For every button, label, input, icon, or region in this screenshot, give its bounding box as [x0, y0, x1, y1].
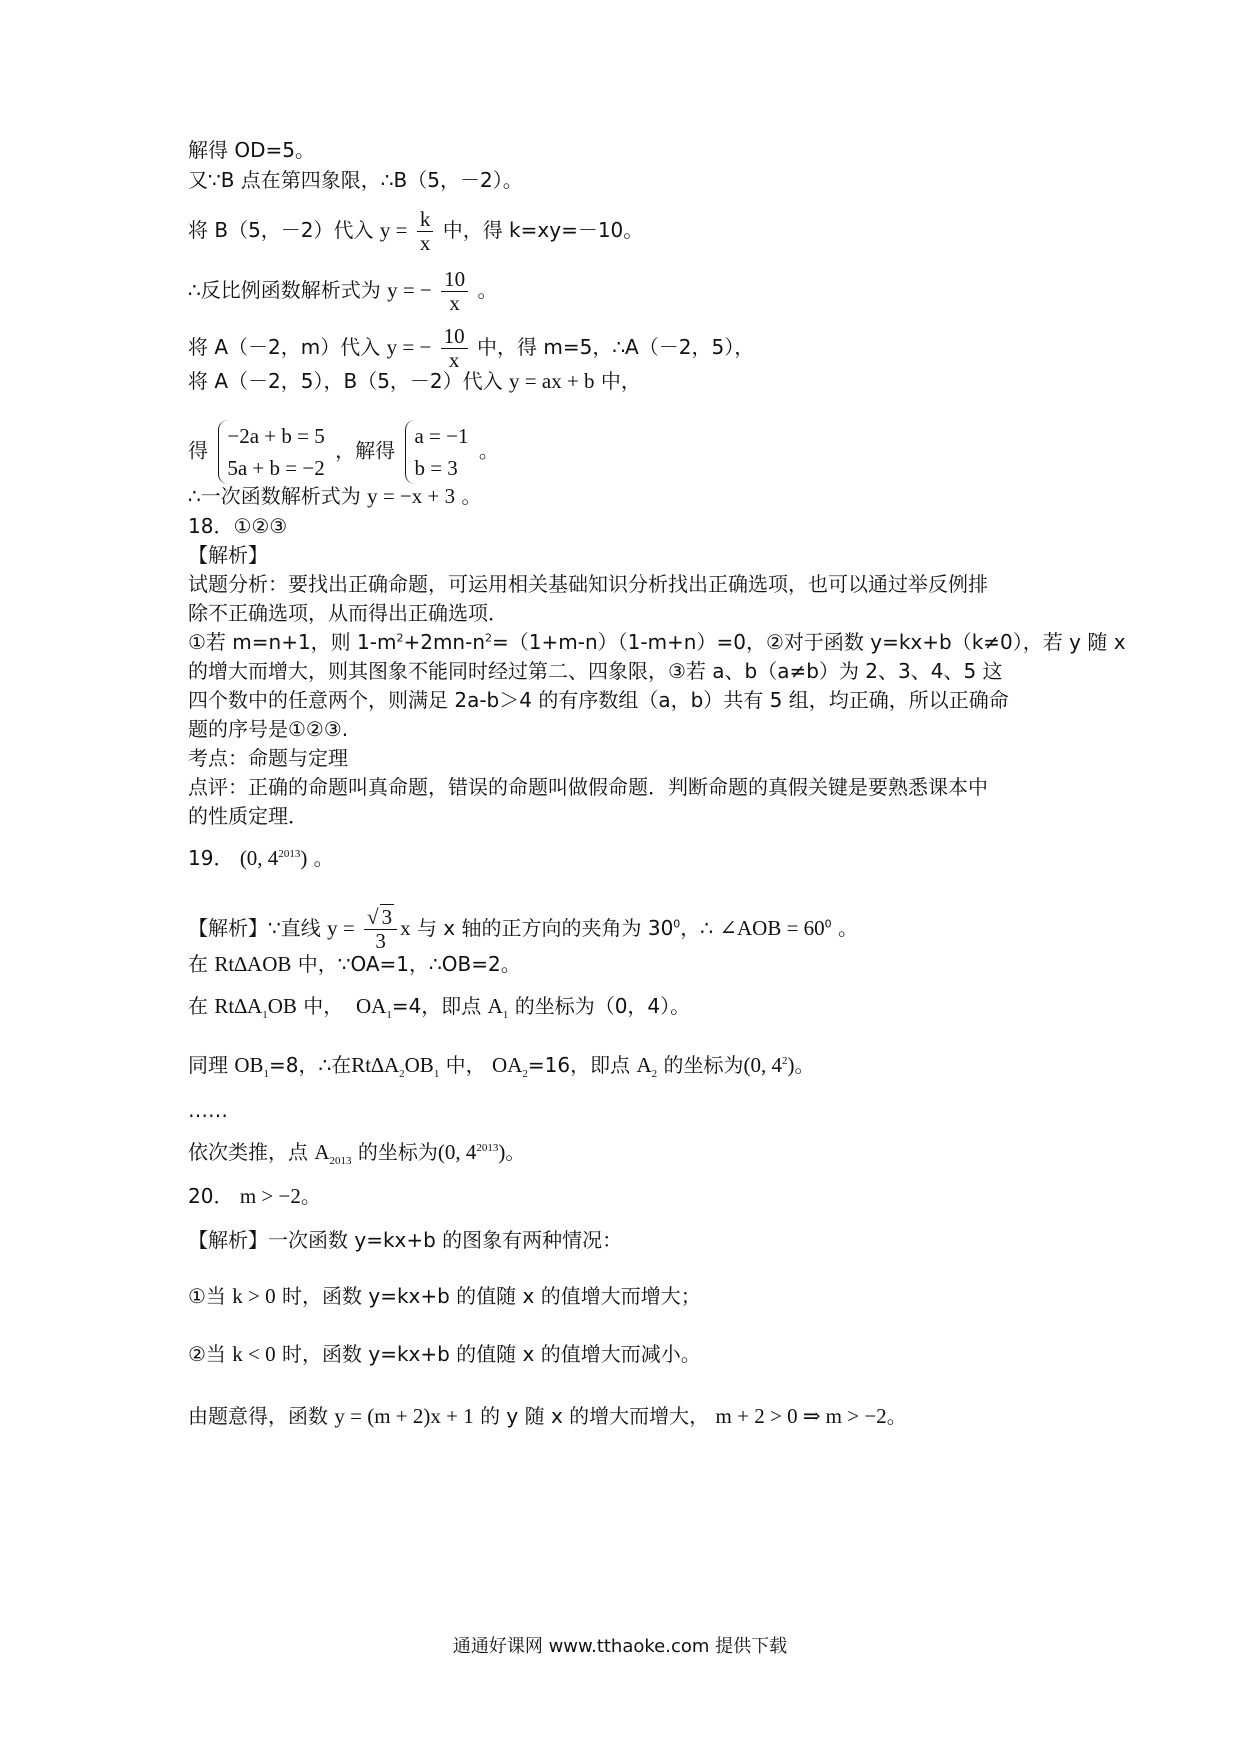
final-conclusion: 由题意得，函数 y = (m + 2)x + 1 的 y 随 x 的增大而增大， m + 2 > 0 ⇒ m > −2。: [188, 1404, 907, 1428]
equation-system-1: −2a + b = 5 5a + b = −2: [218, 420, 324, 484]
line-od: 解得 OD=5。: [188, 138, 315, 162]
analysis-line-2: 除不正确选项，从而得出正确选项．: [188, 601, 508, 625]
line-ellipsis: ……: [188, 1098, 228, 1122]
analysis-line-5: 四个数中的任意两个，则满足 2a-b＞4 的有序数组（a，b）共有 5 组，均正确，所以正确命: [188, 688, 1009, 712]
line-inverse-function: ∴反比例函数解析式为 y = − $\frac{10}{x}$ 。: [188, 267, 498, 315]
analysis-line-1: 试题分析：要找出正确命题，可运用相关基础知识分析找出正确选项，也可以通过举反例排: [188, 572, 988, 596]
question-18-answer: 18．①②③: [188, 514, 288, 538]
analysis-line-6: 题的序号是①②③.: [188, 717, 349, 741]
line-rt-a1ob: 在 $Rt\Delta A_1OB$ 中， $OA_1=4$，即点 $A_1$ 的坐标为（0，4）。: [188, 994, 691, 1022]
case-1: ①当 k > 0 时，函数 y=kx+b 的值随 x 的值增大而增大；: [188, 1284, 701, 1308]
line-rt-aob: 在 Rt∆AOB 中，∵OA=1，∴OB=2。: [188, 952, 521, 976]
page-footer: 通通好课网 www.tthaoke.com 提供下载: [452, 1636, 788, 1657]
line-b-quadrant: 又∵B 点在第四象限，∴B（5，－2）。: [188, 168, 523, 192]
line-tongli: 同理 $OB_1=8$，∴在$Rt\Delta A_2OB_1$ 中， $OA_2=16$，即点 $A_2$ 的坐标为(0, $4^2$)。: [188, 1053, 815, 1081]
line-linear-substitution: 将 A（－2，5），B（5，－2）代入 y = ax + b 中，: [188, 369, 641, 393]
question-20-answer: 20． m > −2。: [188, 1184, 321, 1208]
fraction-k-over-x: $\frac{k}{x}$: [417, 208, 434, 255]
kaodian-line: 考点：命题与定理: [188, 746, 348, 770]
fraction-10-over-x-2: $\frac{10}{x}$: [441, 325, 468, 372]
analysis-line-3: ①若 m=n+1，则 $1-m^2+2mn-n^2=(1+m-n)(1-m+n)=0$，②对于函数 y=kx+b（k≠0），若 y 随 x: [188, 630, 1126, 654]
fraction-10-over-x: $\frac{10}{x}$: [441, 268, 468, 315]
line-substitute-b: 将 B（5，－2）代入 y = $\frac{k}{x}$ 中，得 k=xy=－10。: [188, 207, 644, 255]
line-substitute-a: 将 A（－2，m）代入 y = − $\frac{10}{x}$ 中，得 m=5，∴A（－2，5），: [188, 324, 755, 372]
dianping-line-1: 点评：正确的命题叫真命题，错误的命题叫做假命题．判断命题的真假关键是要熟悉课本中: [188, 775, 988, 799]
analysis-line-4: 的增大而增大，则其图象不能同时经过第二、四象限，③若 a、b（a≠b）为 2、3、4、5 这: [188, 659, 1003, 683]
case-2: ②当 k < 0 时，函数 y=kx+b 的值随 x 的值增大而减小。: [188, 1342, 701, 1366]
question-19-answer: 19． (0, $4^{2013}$) 。: [188, 846, 334, 870]
line-equation-systems: 得 −2a + b = 5 5a + b = −2 ，解得 a = −1 b = 3 。: [188, 420, 1058, 484]
line-yici: 依次类推，点 $A_{2013}$ 的坐标为(0, $4^{2013}$)。: [188, 1140, 526, 1168]
line-linear-result: ∴一次函数解析式为 y = −x + 3 。: [188, 484, 482, 508]
equation-system-2: a = −1 b = 3: [405, 420, 468, 484]
question-20-analysis: 【解析】一次函数 y=kx+b 的图象有两种情况：: [188, 1228, 623, 1252]
analysis-heading: 【解析】: [188, 543, 268, 567]
dianping-line-2: 的性质定理．: [188, 804, 308, 828]
fraction-sqrt3-over-3: $\frac{√ 3}{3}$: [364, 906, 397, 953]
question-19-analysis: 【解析】∵直线 y = $\frac{√ 3}{3}$ x 与 x 轴的正方向的夹角为 $30^0$，∴ ∠AOB = $60^0$ 。: [188, 905, 859, 953]
